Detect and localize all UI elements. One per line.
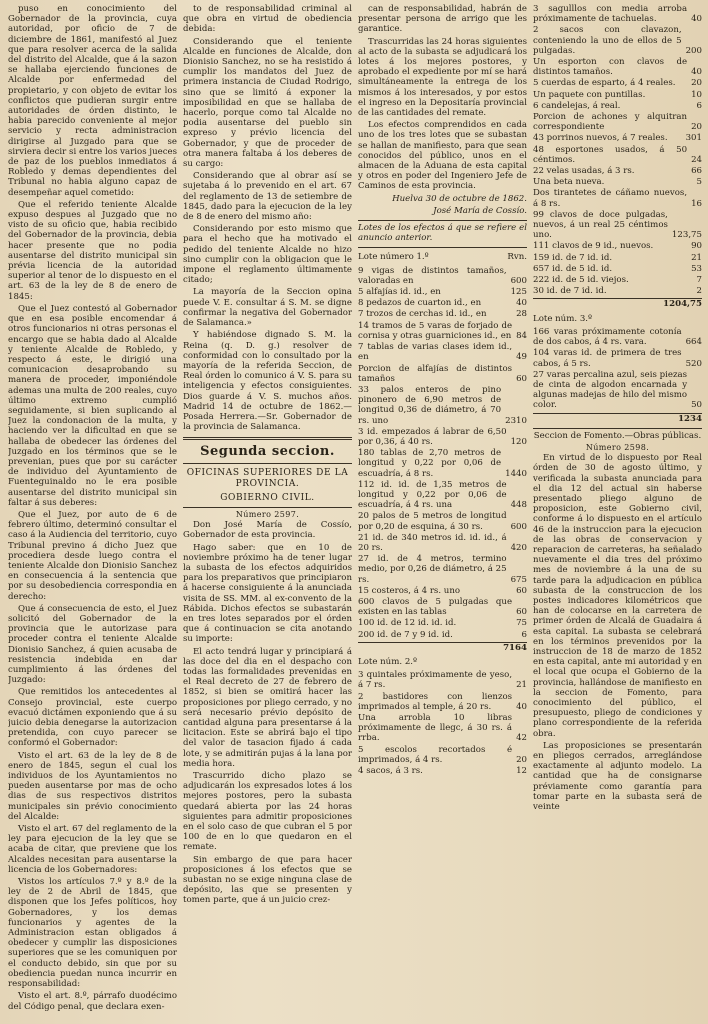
item-description: 3 sagulllos con media arroba próximamente de tachuelas. <box>533 4 688 25</box>
item-description: 600 clavos de 5 pulgadas que existen en las tablas <box>358 596 513 618</box>
list-item <box>358 298 527 308</box>
item-value: 5 <box>696 177 702 188</box>
list-item <box>533 145 702 165</box>
list-item <box>358 342 527 362</box>
item-description: 7 tablas de varias clases idem id., en <box>358 342 513 363</box>
item-value: 520 <box>685 358 702 369</box>
item-value: 90 <box>691 241 702 252</box>
divider <box>358 220 527 221</box>
list-item <box>358 385 527 426</box>
item-value: 84 <box>516 330 527 341</box>
paragraph: to de responsabilidad criminal al que obra en virtud de obediencia debida: <box>183 4 352 35</box>
item-description: 8 pedazos de cuarton id., en <box>358 298 482 309</box>
item-description: Una arrobla 10 libras próximamente de llegc, á 30 rs. á rrba. <box>358 713 513 744</box>
list-item <box>358 511 527 531</box>
list-item <box>358 448 527 479</box>
lot-3-title: Lote núm. 3.º <box>533 313 593 324</box>
item-value: 420 <box>510 542 527 553</box>
item-description: 200 id. de 7 y 9 id. id. <box>358 629 453 640</box>
item-value: 7 <box>696 275 702 286</box>
lot-1-header <box>358 252 527 262</box>
item-description: 27 varas percalina azul, seis piezas de cinta de algodon encarnada y algunas madejas de hilo del mismo color. <box>533 369 688 411</box>
item-value: 16 <box>691 198 702 209</box>
item-description: 21 id. de 340 metros id. id. id., á 20 rs. <box>358 532 507 553</box>
paragraph: Que el Juez, por auto de 6 de febrero último, determinó consultar el caso á la Audiencia del territorio, cuyo Tribunal previno á dicho Juez que procediera desde luego contra el teniente Alcalde don Dionisio Sanchez en consecuencia á la sentencia que por su desobediencia correspondia en derecho: <box>8 509 177 602</box>
list-item <box>533 25 702 56</box>
item-value: 75 <box>516 618 527 629</box>
paragraph: can de responsabilidad, habrán de presentar persona de arrigo que les garantice. <box>358 4 527 35</box>
item-value: 40 <box>691 67 702 78</box>
government-title: GOBIERNO CIVIL. <box>220 492 315 503</box>
list-item <box>533 4 702 24</box>
list-item <box>533 90 702 100</box>
list-item <box>533 210 702 241</box>
paragraph: En virtud de lo dispuesto por Real órden de 30 de agosto último, y verificada la subasta anunciada para el dia 12 del actual sin haberse presentado pliego alguno de proposicion, este Gobierno civil, conforme á lo dispuesto en el artículo 46 de la instruccion para la ejecucion de las obras de conservacion y reparacion de carreteras, ha señalado nuevamente el dia tres del próximo mes de noviembre á la una de su tarde para la adjudicacion en pública subasta de la construccion de los postes indicadores kilométricos que han de colocarse en la carretera de primer órden de Alcalá de Guadaira á esta capital. La subasta se celebrará en los términos prevenidos por la instruccion de 18 de marzo de 1852 en esta capital, ante mi autoridad y en el local que ocupa el Gobierno de la provincia, hallándose de manifiesto en la seccion de Fomento, para conocimiento del público, el presupuesto, pliego de condiciones y plano correspondiente de la referida obra. <box>533 453 702 739</box>
notice-number: Número 2597. <box>235 509 300 519</box>
item-value: 40 <box>691 14 702 25</box>
divider <box>183 463 352 464</box>
offices-title: OFICINAS SUPERIORES DE LA PROVINCIA. <box>186 468 349 489</box>
item-value: 12 <box>516 766 527 777</box>
item-description: 14 tramos de 5 varas de forjado de cornisa y otras guarniciones id., en <box>358 320 513 341</box>
paragraph: La mayoría de la Seccion opina puede V. E. consultar á S. M. se digne confirmar la negativa del Gobernador de Salamanca.» <box>183 287 352 329</box>
item-description: 111 clavos de 9 id., nuevos. <box>533 241 654 252</box>
item-value: 123,75 <box>671 230 702 241</box>
paragraph: Trascurridas las 24 horas siguientes al acto de la subasta se adjudicará los lotes á los mejores postores, y aprobado el expediente por mí se hará simultáneamente la entrega de los mismos á los interesados, y por estos el ingreso en la Depositaría provincial de las cantidades del remate. <box>358 36 527 119</box>
paragraph: Las proposiciones se presentarán en pliegos cerrados, arreglándose exactamente al adjunto modelo. La cantidad que ha de consignarse préviamente como garantía para tomar parte en la subasta será de veinte <box>533 740 702 813</box>
item-description: 222 id. de 5 id. viejos. <box>533 275 629 286</box>
list-item <box>533 241 702 251</box>
item-value: 448 <box>510 500 527 511</box>
paragraph: Que el Juez contestó al Gobernador que en esa posible encomendar á otros funcionarios ni otras personas el encargo que se habia dado al Alcalde y teniente Alcalde de Robledo, y respecto á este, le dirigió una comunicacion desaprobando su manera de proceder, imponiéndole ademas una multa de 200 reales, cuyo último extremo cumplió seguidamente, si bien suplicando al Juez la condonacion de la multa, y haciendo ver la dificultad en que se hallaba de obedecer las órdenes del Juzgado en los términos que se le prevenian, pues que por su carácter de individuo del Ayuntamiento de Fuenteguinaldo no le era posible ausentarse del distrito municipal sin faltar á sus deberes: <box>8 303 177 508</box>
item-value: 2310 <box>505 415 527 426</box>
item-value: 200 <box>685 45 702 56</box>
item-description: 30 id. de 7 id. id. <box>533 286 607 297</box>
list-item <box>533 112 702 132</box>
column-2 <box>183 4 352 1024</box>
fomento-title: Seccion de Fomento.—Obras públicas. <box>533 430 702 441</box>
paragraph: Sin embargo de que para hacer proposiciones á los efectos que se subastan no se exige ninguna clase de depósito, las que se presenten y tomen parte, que á un juicio crez- <box>183 854 352 906</box>
paragraph: Considerando que al obrar así se sujetaba á lo prevenido en el art. 67 del reglamento de 13 de setiembre de 1845, dado para la ejecucion de la ley de 8 de enero del mismo año: <box>183 171 352 223</box>
paragraph: El acto tendrá lugar y principiará á las doce del dia en el despacho con todas las formalidades prevenidas en el Real decreto de 27 de febrero de 1852, si bien se omitirá hacer las proposiciones por pliego cerrado, y no será necesario prévio depósito de cantidad alguna para presentarse á la licitacion. Este se abrirá bajo el tipo del valor de tasacion fijado á cada lote, y se admitirán pujas á la lana por media hora. <box>183 646 352 769</box>
paragraph: Visto el art. 63 de la ley de 8 de enero de 1845, segun el cual los individuos de los Ayuntamientos no pueden ausentarse por mas de ocho dias de sus respectivos distritos municipales sin prévio conocimiento del Alcalde: <box>8 750 177 822</box>
list-item <box>358 630 527 640</box>
list-item <box>358 533 527 553</box>
paragraph: Don José María de Cossío, Gobernador de esta provincia. <box>183 520 352 541</box>
item-value: 675 <box>510 574 527 585</box>
item-value: 21 <box>691 252 702 263</box>
item-value: 301 <box>685 133 702 144</box>
item-value: 20 <box>516 754 527 765</box>
divider <box>183 507 352 508</box>
item-description: 3 id. empezados á labrar de 6,50 por 0,36, á 40 rs. <box>358 426 507 447</box>
lot-1-total: 7164 <box>358 642 527 653</box>
column-3 <box>358 4 527 1024</box>
list-item <box>533 57 702 77</box>
lot-2-total: 1204,75 <box>533 298 702 309</box>
item-value: 40 <box>516 701 527 712</box>
item-description: 6 candelejas, á real. <box>533 100 621 111</box>
item-value: 6 <box>696 100 702 111</box>
item-value: 21 <box>516 680 527 691</box>
list-item <box>533 253 702 263</box>
item-value: 2 <box>696 286 702 297</box>
item-value: 53 <box>691 263 702 274</box>
list-item <box>533 177 702 187</box>
list-item <box>358 670 527 690</box>
list-item <box>533 101 702 111</box>
list-item <box>358 287 527 297</box>
list-item <box>358 554 527 585</box>
paragraph: Hago saber: que en 10 de noviembre próximo ha de tener lugar la subasta de los efectos adquiridos para los preparativos que principiaron á hacerse consiguiente á la anunciada visita de SS. MM. al ex-convento de la Rábida. Dichos efectos se subastarán en tres lotes separados por el órden que á continuacion se cita anotando su importe: <box>183 542 352 645</box>
list-item <box>533 133 702 143</box>
list-item <box>533 78 702 88</box>
item-description: Un esporton con clavos de distintos tamaños. <box>533 57 688 78</box>
item-description: 5 cuerdas de esparto, á 4 reales. <box>533 78 676 89</box>
list-item <box>358 364 527 384</box>
list-item <box>533 348 702 368</box>
list-item <box>533 370 702 411</box>
divider <box>533 428 702 429</box>
item-description: Una beta nueva. <box>533 177 605 188</box>
item-value: 20 <box>691 122 702 133</box>
paragraph: Considerando por esto mismo que para el hecho que ha motivado el pedido del teniente Alcalde no hizo sino cumplir con la obligacion que le impone el reglamento últimamente citado; <box>183 224 352 286</box>
signature-line: Huelva 30 de octubre de 1862. <box>392 193 527 204</box>
item-description: 33 palos enteros de pino pinonero de 6,90 metros de longitud 0,36 de diámetro, á 70 rs. uno <box>358 384 502 426</box>
list-item <box>358 597 527 617</box>
paragraph: Vistos los artículos 7.º y 8.º de la ley de 2 de Abril de 1845, que disponen que los Jefes políticos, hoy Gobernadores, y los demas funcionarios y agentes de la Administracion estan obligados á obedecer y cumplir las disposiciones superiores que se les comuniquen por el conducto debido, sin que por su obediencia puedan nunca incurrir en responsabilidad: <box>8 877 177 990</box>
item-value: 66 <box>691 166 702 177</box>
item-description: 22 velas usadas, á 3 rs. <box>533 166 635 177</box>
item-value: 40 <box>516 298 527 309</box>
item-value: 120 <box>510 436 527 447</box>
item-description: 2 sacos con clavazon, conteniendo la uno de ellos de 5 pulgadas. <box>533 25 682 56</box>
item-description: Dos tirantetes de cáñamo nuevos, á 8 rs. <box>533 188 688 209</box>
lot-3-total: 1234 <box>533 413 702 424</box>
list-item <box>358 692 527 712</box>
list-item <box>358 480 527 511</box>
list-item <box>533 327 702 347</box>
item-description: 100 id. de 12 id. id. id. <box>358 618 457 629</box>
item-description: 9 vigas de distintos tamaños, valoradas en <box>358 265 507 286</box>
item-description: Un paquete con puntillas. <box>533 89 646 100</box>
item-value: 60 <box>516 585 527 596</box>
notice-number-2: Número 2598. <box>585 442 650 452</box>
item-value: 42 <box>516 733 527 744</box>
currency-unit: Rvn. <box>507 252 527 263</box>
item-value: 1440 <box>505 468 527 479</box>
paragraph: Trascurrido dicho plazo se adjudicarán los expresados lotes á los mejores postores, pero la subasta quedará abierta por las 24 horas siguientes para admitir proposiciones en el solo caso de que cubran el 5 por 100 de en lo que quedaron en el remate. <box>183 771 352 853</box>
list-item <box>358 427 527 447</box>
paragraph: Visto el art. 8.º, párrafo duodécimo del Código penal, que declara exen- <box>8 991 177 1012</box>
item-description: 104 varas id. de primera de tres cabos, á 5 rs. <box>533 348 682 369</box>
paragraph: Visto el art. 67 del reglamento de la ley para ejecucion de la ley que se acaba de citar, que previene que los Alcaldes necesitan para ausentarse la licencia de los Gobernadores: <box>8 824 177 875</box>
item-description: 27 id. de 4 metros, termino medio, por 0,26 de diámetro, á 25 rs. <box>358 554 507 585</box>
lot-1-title: Lote número 1.º <box>358 252 429 263</box>
item-value: 28 <box>516 309 527 320</box>
item-value: 24 <box>691 154 702 165</box>
list-item <box>358 745 527 765</box>
paragraph: Los efectos comprendidos en cada uno de los tres lotes que se subastan se hallan de manifiesto, para que sean conocidos del público, unos en el almacen de la Aduana de esta capital y otros en poder del Ingeniero Jefe de Caminos de esta provincia. <box>358 120 527 192</box>
item-description: 5 escolos recortados é imprimados, á 4 rs. <box>358 744 513 765</box>
item-value: 600 <box>510 521 527 532</box>
item-description: Porcion de alfajías de distintos tamaños <box>358 363 513 384</box>
list-item <box>533 286 702 296</box>
item-description: 112 id. id. de 1,35 metros de longitud y 0,22 por 0,06 de escuadría, á 4 rs. una <box>358 479 507 511</box>
paragraph: Considerando que el teniente Alcalde en funciones de Alcalde, don Dionisio Sanchez, no se ha resistido á cumplir los mandatos del Juez de primera instancia de Ciudad Rodrigo, sino que se limitó á exponer la imposibilidad en que se hallaba de hacerlo, porque como tal Alcalde no podia ausentarse del pueblo sin expreso y prévio licencia del Gobernador, y que de proceder de otra manera faltaba á los deberes de su cargo: <box>183 36 352 170</box>
lots-heading: Lotes de los efectos á que se refiere el anuncio anterior. <box>358 223 527 244</box>
item-value: 125 <box>510 287 527 298</box>
list-item <box>533 188 702 208</box>
item-description: 43 porrinos nuevos, á 7 reales. <box>533 133 668 144</box>
item-description: 657 id. de 5 id. id. <box>533 263 613 274</box>
item-description: 2 bastidores con lienzos imprimados al temple, á 20 rs. <box>358 691 513 712</box>
item-description: 159 id. de 7 id. id. <box>533 252 613 263</box>
list-item <box>358 618 527 628</box>
section-divider <box>183 437 352 440</box>
item-value: 20 <box>691 78 702 89</box>
section-title: Segunda seccion. <box>200 444 335 460</box>
item-value: 49 <box>516 352 527 363</box>
paragraph: puso en conocimiento del Gobernador de la provincia, cuya autoridad, por oficio de 7 de diciembre de 1861, manifestó al Juez que para resolver acerca de la salida del distrito del Alcalde, que á la sazon se hallaba ejerciendo funciones de Alcalde por enfermedad del propietario, y con objeto de evitar los conflictos que pudieran surgir entre autoridades de órden distinto, le habia parecido conveniente al mejor servicio y recta administracion dirigirse al Juzgado para que se sirviera decir si entre los varios jueces de paz de los pueblos inmediatos á Robledo y demas dependientes del Tribunal no habia alguno capaz de desempeñar aquel cometido: <box>8 4 177 198</box>
item-description: 5 alfajías id. id., en <box>358 287 441 298</box>
signature-line: José María de Cossío. <box>433 205 527 216</box>
item-value: 60 <box>516 373 527 384</box>
item-value: 6 <box>521 629 527 640</box>
item-description: 166 varas próximamente cotonía de dos cabos, á 4 rs. vara. <box>533 326 682 348</box>
item-description: Porcion de achones y alquitran correspondiente <box>533 112 688 133</box>
lot-2-title: Lote núm. 2.º <box>358 656 418 667</box>
list-item <box>358 309 527 319</box>
column-1 <box>8 4 177 1024</box>
paragraph: Que remitidos los antecedentes al Consejo provincial, este cuerpo evacuó dictámen exponiendo que á su juicio debia denegarse la autorizacion pretendida, con cuyo parecer se conformó el Gobernador: <box>8 687 177 749</box>
list-item <box>358 321 527 341</box>
item-value: 600 <box>510 275 527 286</box>
item-value: 60 <box>516 607 527 618</box>
paragraph: Que el referido teniente Alcalde expuso despues al Juzgado que no visto de su oficio que, habia recibido del Gobernador de la provincia, debia hacer presente que no podia ausentarse del distrito municipal sin prévia licencia de la autoridad superior al tenor de lo dispuesto en el art. 63 de la ley de 8 de enero de 1845: <box>8 199 177 302</box>
list-item <box>533 166 702 176</box>
item-value: 664 <box>685 337 702 348</box>
column-4 <box>533 4 702 1024</box>
paragraph: Y habiéndose dignado S. M. la Reina (q. D. g.) resolver de conformidad con lo consultado por la mayoría de la referida Seccion, de Real órden lo comunico á V. S. para su inteligencia y efectos consiguientes. Dios guarde á V. S. muchos años. Madrid 14 de octubre de 1862.—Posada Herrera.—Sr. Gobernador de la provincia de Salamanca. <box>183 330 352 433</box>
list-item <box>358 586 527 596</box>
divider <box>358 247 527 248</box>
item-description: 48 esportones usados, á 50 céntimos. <box>533 144 688 165</box>
item-description: 20 palos de 5 metros de longitud por 0,20 de esquina, á 30 rs. <box>358 511 507 532</box>
paragraph: Que á consecuencia de esto, el Juez solicitó del Gobernador de la provincia que le autorizase para proceder contra el teniente Alcalde Dionisio Sanchez, á quien acusaba de resistencia indebida en dar cumplimiento á las órdenes del Juzgado: <box>8 603 177 686</box>
item-description: 15 costeros, á 4 rs. uno <box>358 585 461 596</box>
item-description: 99 clavos de doce pulgadas, nuevos, á un real 25 céntimos uno. <box>533 209 668 241</box>
item-value: 50 <box>691 400 702 411</box>
list-item <box>358 266 527 286</box>
list-item <box>533 264 702 274</box>
item-description: 3 quintales próximamente de yeso, á 7 rs. <box>358 670 513 691</box>
item-description: 7 trozos de cerchas id. id., en <box>358 309 487 320</box>
list-item <box>358 713 527 744</box>
list-item <box>533 275 702 285</box>
item-description: 4 sacos, á 3 rs. <box>358 766 423 777</box>
item-description: 180 tablas de 2,70 metros de longitud y 0,22 por 0,06 de escuadría, á 8 rs. <box>358 448 502 479</box>
list-item <box>358 766 527 776</box>
item-value: 10 <box>691 89 702 100</box>
